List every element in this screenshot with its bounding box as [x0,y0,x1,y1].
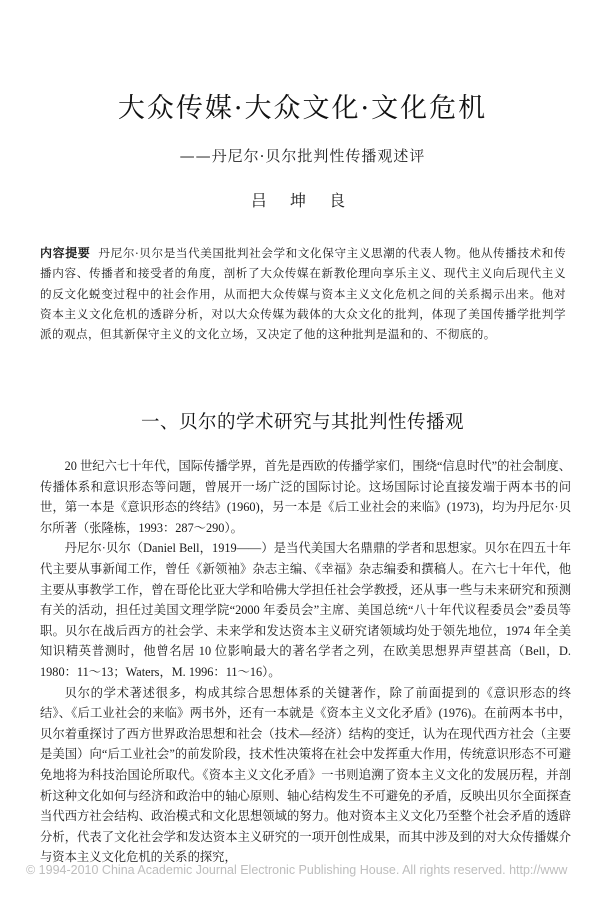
abstract-text: 丹尼尔·贝尔是当代美国批判社会学和文化保守主义思潮的代表人物。他从传播技术和传播内容、传播者和接受者的角度，剖析了大众传媒在新教伦理向享乐主义、现代主义向后现代主义的反文化蜕变过程中的社会作用，从而把大众传媒与资本主义文化危机之间的关系揭示出来。他对资本主义文化危机的透辟分析，对以大众传媒为载体的大众文化的批判，体现了美国传播学批判学派的观点，但其新保守主义的文化立场，又决定了他的这种批判是温和的、不彻底的。 [40,246,566,342]
abstract [40,243,566,344]
author-name: 吕 坤 良 [250,191,355,210]
section-heading: 一、贝尔的学术研究与其批判性传播观 [140,412,464,433]
paragraph: 贝尔的学术著述很多，构成其综合思想体系的关键著作，除了前面提到的《意识形态的终结》、《后工业社会的来临》两书外，还有一本就是《资本主义文化矛盾》(1976)。在前两本书中，贝尔着重探讨了西方世界政治思想和社会（技术—经济）结构的变迁，认为在现代西方社会（主要是美国）向“后工业社会”的前发阶段，技术性决策将在社会中发挥重大作用，传统意识形态不可避免地将为科技治国论所取代。《资本主义文化矛盾》一书则追溯了资本主义文化的发展历程，并剖析这种文化如何与经济和政治中的轴心原则、轴心结构发生不可避免的矛盾，反映出贝尔全面探查当代西方社会结构、政治模式和文化思想领域的努力。他对资本主义文化乃至整个社会矛盾的透辟分析，代表了文化社会学和发达资本主义研究的一项开创性成果，而其中涉及到的对大众传播媒介与资本主义文化危机的关系的探究， [40,685,571,865]
body-text [40,456,571,868]
copyright-watermark: © 1994-2010 China Academic Journal Electronic Publishing House. All rights reserved. http://www [26,863,568,877]
abstract-label: 内容提要 [40,246,91,260]
paper-subtitle: ——丹尼尔·贝尔批判性传播观述评 [179,147,426,165]
paragraph: 20 世纪六七十年代，国际传播学界，首先是西欧的传播学家们，围绕“信息时代”的社会制度、传播体系和意识形态等问题，曾展开一场广泛的国际讨论。这场国际讨论直接发端于两本书的问世，第一本是《意识形态的终结》(1960)，另一本是《后工业社会的来临》(1973)，均为丹尼尔·贝尔所著（张隆栋，1993：287～290）。 [40,459,571,535]
paper-title: 大众传媒·大众文化·文化危机 [117,93,488,124]
paragraph: 丹尼尔·贝尔（Daniel Bell，1919——）是当代美国大名鼎鼎的学者和思想家。贝尔在四五十年代主要从事新闻工作，曾任《新领袖》杂志主编、《幸福》杂志编委和撰稿人。在六七十年代，他主要从事教学工作，曾在哥伦比亚大学和哈佛大学担任社会学教授，还从事一些与未来研究和预测有关的活动，担任过美国文理学院“2000 年委员会”主席、美国总统“八十年代议程委员会”委员等职。贝尔在战后西方的社会学、未来学和发达资本主义研究诸领域均处于领先地位，1974 年全美知识精英普测时，他曾名居 10 位影响最大的著名学者之列，在欧美思想界声望甚高（Bell，D. 1980：11～13；Waters，M. 1996：11～16）。 [40,541,571,679]
